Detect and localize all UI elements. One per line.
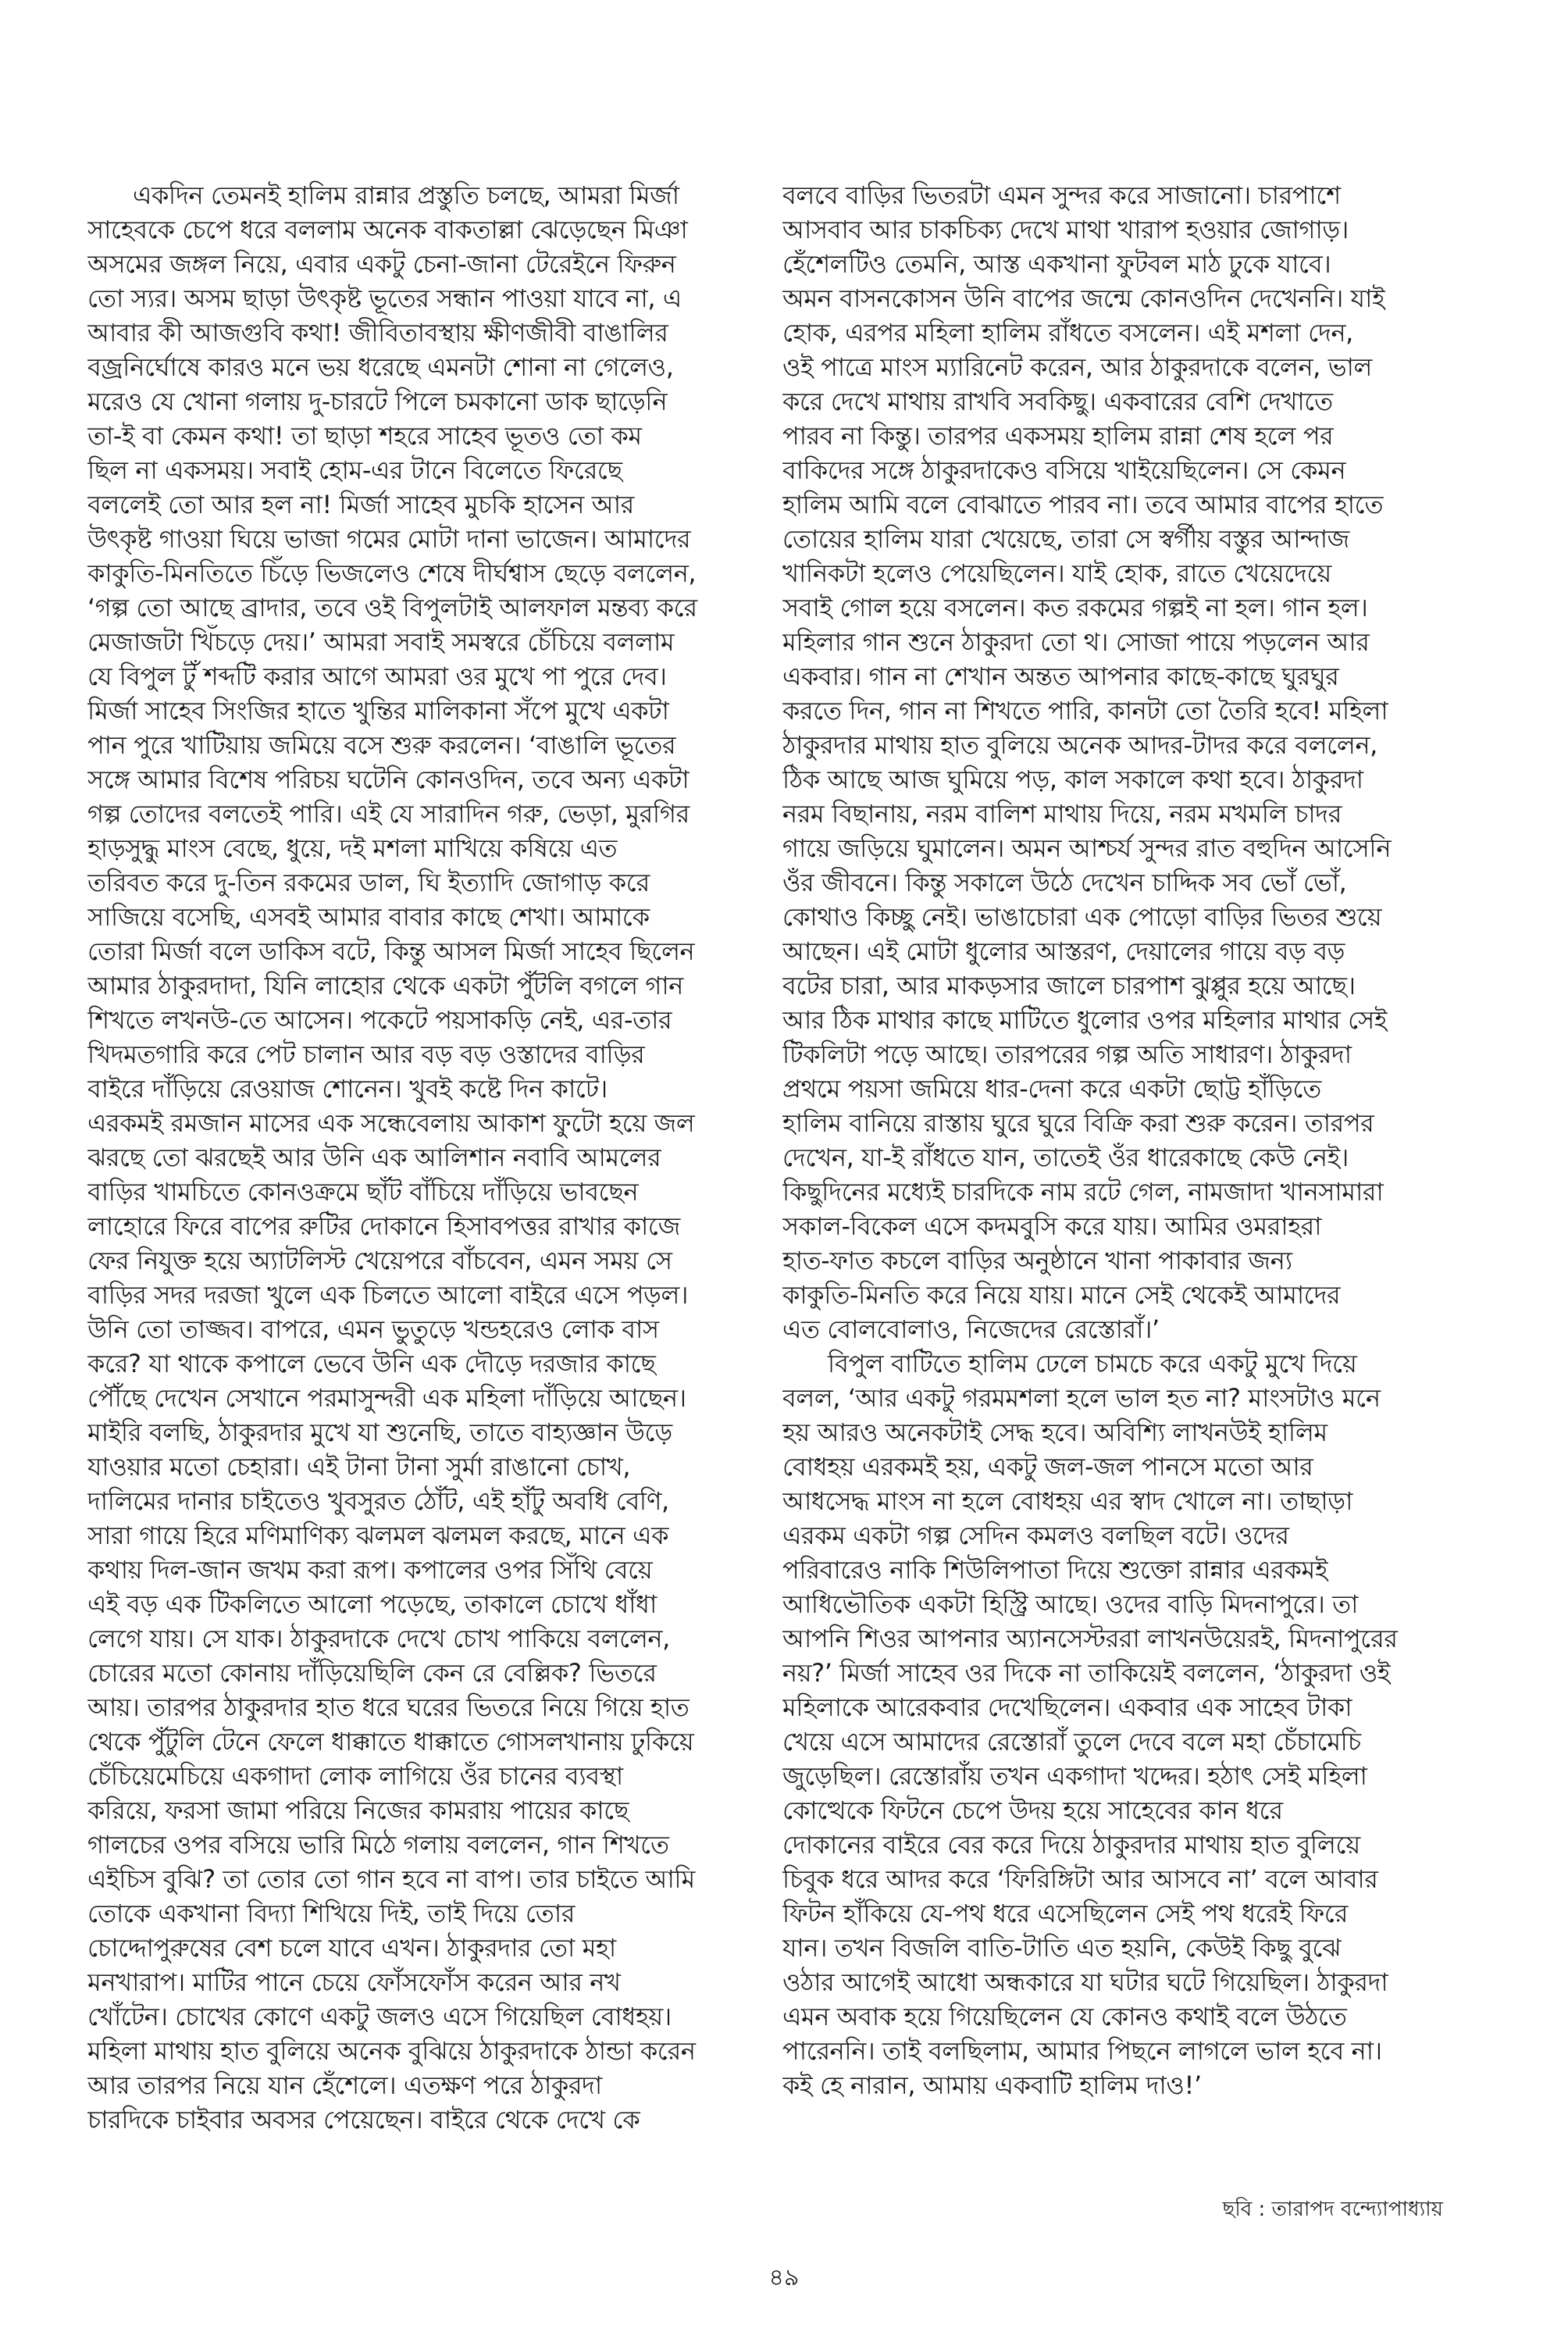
text-line: আপনি শিওর আপনার অ্যানসেস্টররা লাখনউয়েরই, মিদনাপুরের xyxy=(782,1624,1398,1653)
text-line: খোঁটেন। চোখের কোণে একটু জলও এসে গিয়েছিল বোধহয়। xyxy=(87,2002,672,2031)
text-line: বাকিদের সঙ্গে ঠাকুরদাকেও বসিয়ে খাইয়েছিলেন। সে কেমন xyxy=(782,455,1346,485)
text-line: এইচিস বুঝি? তা তোর তো গান হবে না বাপ। তার চাইতে আমি xyxy=(87,1864,695,1894)
text-line: নরম বিছানায়, নরম বালিশ মাথায় দিয়ে, নরম মখমলি চাদর xyxy=(782,799,1342,829)
text-line: চোদ্দোপুরুষের বেশ চলে যাবে এখন। ঠাকুরদার তো মহা xyxy=(87,1933,616,1963)
text-line: সকাল-বিকেল এসে কদমবুসি করে যায়। আমির ওমরাহরা xyxy=(782,1211,1322,1241)
text-line: মহিলার গান শুনে ঠাকুরদা তো থ। সোজা পায়ে পড়লেন আর xyxy=(782,627,1370,657)
text-line: কোত্থেকে ফিটনে চেপে উদয় হয়ে সাহেবের কান ধরে xyxy=(782,1795,1283,1825)
text-line: আসবাব আর চাকচিক্য দেখে মাথা খারাপ হওয়ার জোগাড়। xyxy=(782,215,1349,244)
text-line: উৎকৃষ্ট গাওয়া ঘিয়ে ভাজা গমের মোটা দানা ভাজেন। আমাদের xyxy=(87,524,691,554)
text-line: নয়?’ মির্জা সাহেব ওর দিকে না তাকিয়েই বললেন, ‘ঠাকুরদা ওই xyxy=(782,1658,1391,1688)
text-line: সাহেবকে চেপে ধরে বললাম অনেক বাকতাল্লা ঝেড়েছেন মিঞা xyxy=(87,215,688,244)
text-line: আধিভৌতিক একটা হিস্ট্রি আছে। ওদের বাড়ি মিদনাপুরে। তা xyxy=(782,1589,1359,1619)
text-line: কথায় দিল-জান জখম করা রূপ। কপালের ওপর সিঁথি বেয়ে xyxy=(87,1555,653,1585)
text-line: মেজাজটা খিঁচড়ে দেয়।’ আমরা সবাই সমস্বরে চেঁচিয়ে বললাম xyxy=(87,627,675,657)
text-line: লেগে যায়। সে যাক। ঠাকুরদাকে দেখে চোখ পাকিয়ে বললেন, xyxy=(87,1624,670,1653)
text-line: জুড়েছিল। রেস্তোরাঁয় তখন একগাদা খদ্দের। হঠাৎ সেই মহিলা xyxy=(782,1761,1367,1791)
text-line: ওঁর জীবনে। কিন্তু সকালে উঠে দেখেন চাদ্দিক সব ভোঁ ভোঁ, xyxy=(782,868,1347,897)
text-line: ফের নিযুক্ত হয়ে অ্যাটলিস্ট খেয়েপরে বাঁচবেন, এমন সময় সে xyxy=(87,1246,672,1275)
text-line: পান পুরে খাটিয়ায় জমিয়ে বসে শুরু করলেন। ‘বাঙালি ভূতের xyxy=(87,730,676,760)
text-line: গল্প তোদের বলতেই পারি। এই যে সারাদিন গরু, ভেড়া, মুরগির xyxy=(87,799,690,829)
text-line: ওই পাত্রে মাংস ম্যারিনেট করেন, আর ঠাকুরদাকে বলেন, ভাল xyxy=(782,352,1372,382)
text-line: পৌঁছে দেখেন সেখানে পরমাসুন্দরী এক মহিলা দাঁড়িয়ে আছেন। xyxy=(87,1383,686,1413)
text-line: যাওয়ার মতো চেহারা। এই টানা টানা সুর্মা রাঙানো চোখ, xyxy=(87,1452,631,1482)
text-line: কিছুদিনের মধ্যেই চারদিকে নাম রটে গেল, নামজাদা খানসামারা xyxy=(782,1177,1384,1207)
text-line: বিপুল বাটিতে হালিম ঢেলে চামচে করে একটু মুখে দিয়ে xyxy=(828,1349,1357,1378)
text-line: অমন বাসনকোসন উনি বাপের জন্মে কোনওদিন দেখেননি। যাই xyxy=(782,283,1385,313)
text-line: কোথাও কিচ্ছু নেই। ভাঙাচোরা এক পোড়ো বাড়ির ভিতর শুয়ে xyxy=(782,902,1382,932)
text-line: ঠাকুরদার মাথায় হাত বুলিয়ে অনেক আদর-টাদর করে বললেন, xyxy=(782,730,1377,760)
left-text-column xyxy=(87,178,801,2137)
text-line: একদিন তেমনই হালিম রান্নার প্রস্তুতি চলছে, আমরা মির্জা xyxy=(133,180,679,210)
text-line: বোধহয় এরকমই হয়, একটু জল-জল পানসে মতো আর xyxy=(782,1452,1313,1482)
text-line: শিখতে লখনউ-তে আসেন। পকেটে পয়সাকড়ি নেই, এর-তার xyxy=(87,1005,672,1035)
text-line: ফিটন হাঁকিয়ে যে-পথ ধরে এসেছিলেন সেই পথ ধরেই ফিরে xyxy=(782,1899,1348,1928)
text-line: বাইরে দাঁড়িয়ে রেওয়াজ শোনেন। খুবই কষ্টে দিন কাটে। xyxy=(87,1074,608,1104)
text-line: দেখেন, যা-ই রাঁধতে যান, তাতেই ওঁর ধারেকাছে কেউ নেই। xyxy=(782,1143,1349,1172)
text-line: তা-ই বা কেমন কথা! তা ছাড়া শহরে সাহেব ভূতও তো কম xyxy=(87,421,642,451)
text-line: অসমের জঙ্গল নিয়ে, এবার একটু চেনা-জানা টেরেইনে ফিরুন xyxy=(87,249,676,279)
text-line: পারেননি। তাই বলছিলাম, আমার পিছনে লাগলে ভাল হবে না। xyxy=(782,2036,1382,2066)
text-line: তরিবত করে দু-তিন রকমের ডাল, ঘি ইত্যাদি জোগাড় করে xyxy=(87,868,650,897)
text-line: কই হে নারান, আমায় একবাটি হালিম দাও!’ xyxy=(782,2070,1202,2100)
text-line: পারব না কিন্তু। তারপর একসময় হালিম রান্না শেষ হলে পর xyxy=(782,421,1334,451)
text-line: বাড়ির খামচিতে কোনওক্রমে ছাঁট বাঁচিয়ে দাঁড়িয়ে ভাবছেন xyxy=(87,1177,639,1207)
text-line: করে? যা থাকে কপালে ভেবে উনি এক দৌড়ে দরজার কাছে xyxy=(87,1349,656,1378)
text-line: গালচের ওপর বসিয়ে ভারি মিঠে গলায় বললেন, গান শিখতে xyxy=(87,1830,669,1860)
text-line: আমার ঠাকুরদাদা, যিনি লাহোর থেকে একটা পুঁটলি বগলে গান xyxy=(87,971,683,1000)
text-line: করে দেখে মাথায় রাখবি সবকিছু। একবারের বেশি দেখাতে xyxy=(782,387,1333,416)
text-line: আর তারপর নিয়ে যান হেঁশেলে। এতক্ষণ পরে ঠাকুরদা xyxy=(87,2070,602,2100)
text-line: এমন অবাক হয়ে গিয়েছিলেন যে কোনও কথাই বলে উঠতে xyxy=(782,2002,1347,2031)
text-line: মনখারাপ। মাটির পানে চেয়ে ফোঁসফোঁস করেন আর নখ xyxy=(87,1967,621,1997)
text-line: থেকে পুঁটুলি টেনে ফেলে ধাক্কাতে ধাক্কাতে গোসলখানায় ঢুকিয়ে xyxy=(87,1727,694,1756)
text-line: একবার। গান না শেখান অন্তত আপনার কাছে-কাছে ঘুরঘুর xyxy=(782,661,1339,691)
text-line: আছেন। এই মোটা ধুলোর আস্তরণ, দেয়ালের গায়ে বড় বড় xyxy=(782,936,1345,966)
text-line: মহিলা মাথায় হাত বুলিয়ে অনেক বুঝিয়ে ঠাকুরদাকে ঠান্ডা করেন xyxy=(87,2036,696,2066)
text-line: সবাই গোল হয়ে বসলেন। কত রকমের গল্পই না হল। গান হল। xyxy=(782,593,1368,622)
text-line: তো স্যর। অসম ছাড়া উৎকৃষ্ট ভূতের সন্ধান পাওয়া যাবে না, এ xyxy=(87,283,682,313)
text-line: এই বড় এক টিকলিতে আলো পড়েছে, তাকালে চোখে ধাঁধা xyxy=(87,1589,657,1619)
text-line: চোরের মতো কোনায় দাঁড়িয়েছিলি কেন রে বেল্লিক? ভিতরে xyxy=(87,1658,657,1688)
text-line: বাড়ির সদর দরজা খুলে এক চিলতে আলো বাইরে এসে পড়ল। xyxy=(87,1280,688,1310)
text-line: উনি তো তাজ্জব। বাপরে, এমন ভুতুড়ে খন্ডহরেও লোক বাস xyxy=(87,1314,659,1344)
text-line: প্রথমে পয়সা জমিয়ে ধার-দেনা করে একটা ছোট্ট হাঁড়িতে xyxy=(782,1074,1321,1104)
text-line: আবার কী আজগুবি কথা! জীবিতাবস্থায় ক্ষীণজীবী বাঙালির xyxy=(87,318,668,348)
text-line: সারা গায়ে হিরে মণিমাণিক্য ঝলমল ঝলমল করছে, মানে এক xyxy=(87,1521,669,1550)
text-line: বলবে বাড়ির ভিতরটা এমন সুন্দর করে সাজানো। চারপাশে xyxy=(782,180,1341,210)
text-line: এত বোলবোলাও, নিজেদের রেস্তোরাঁ।’ xyxy=(782,1314,1160,1344)
text-line: খিদমতগারি করে পেট চালান আর বড় বড় ওস্তাদের বাড়ির xyxy=(87,1039,645,1069)
text-line: তোয়ের হালিম যারা খেয়েছে, তারা সে স্বর্গীয় বস্তুর আন্দাজ xyxy=(782,524,1349,554)
text-line: পরিবারেও নাকি শিউলিপাতা দিয়ে শুক্তো রান্নার এরকমই xyxy=(782,1555,1328,1585)
text-line: যান। তখন বিজলি বাতি-টাতি এত হয়নি, কেউই কিছু বুঝে xyxy=(782,1933,1342,1963)
text-line: চেঁচিয়েমেচিয়ে একগাদা লোক লাগিয়ে ওঁর চানের ব্যবস্থা xyxy=(87,1761,623,1791)
text-line: এরকম একটা গল্প সেদিন কমলও বলছিল বটে। ওদের xyxy=(782,1521,1289,1550)
text-line: বটের চারা, আর মাকড়সার জালে চারপাশ ঝুপ্পুর হয়ে আছে। xyxy=(782,971,1356,1000)
text-line: ‘গল্প তো আছে ব্রাদার, তবে ওই বিপুলটাই আলফাল মন্তব্য করে xyxy=(87,593,697,622)
text-line: যে বিপুল টুঁ শব্দটি করার আগে আমরা ওর মুখে পা পুরে দেব। xyxy=(87,661,667,691)
text-line: হালিম বানিয়ে রাস্তায় ঘুরে ঘুরে বিক্রি করা শুরু করেন। তারপর xyxy=(782,1108,1374,1138)
text-line: সঙ্গে আমার বিশেষ পরিচয় ঘটেনি কোনওদিন, তবে অন্য একটা xyxy=(87,765,690,794)
text-line: খেয়ে এসে আমাদের রেস্তোরাঁ তুলে দেবে বলে মহা চেঁচামেচি xyxy=(782,1727,1361,1756)
text-line: এরকমই রমজান মাসের এক সন্ধেবেলায় আকাশ ফুটো হয়ে জল xyxy=(87,1108,695,1138)
text-line: আধসেদ্ধ মাংস না হলে বোধহয় এর স্বাদ খোলে না। তাছাড়া xyxy=(782,1486,1352,1516)
text-line: মরেও যে খোনা গলায় দু-চারটে পিলে চমকানো ডাক ছাড়েনি xyxy=(87,387,668,416)
page-number: ৪৯ xyxy=(768,2264,800,2291)
text-line: চিবুক ধরে আদর করে ‘ফিরিঙ্গিটা আর আসবে না’ বলে আবার xyxy=(782,1864,1378,1894)
text-line: মির্জা সাহেব সিংজির হাতে খুন্তির মালিকানা সঁপে মুখে একটা xyxy=(87,696,669,726)
text-line: বজ্রনির্ঘোষে কারও মনে ভয় ধরেছে এমনটা শোনা না গেলেও, xyxy=(87,352,674,382)
text-line: মাইরি বলছি, ঠাকুরদার মুখে যা শুনেছি, তাতে বাহ্যজ্ঞান উড়ে xyxy=(87,1417,672,1447)
text-line: হয় আরও অনেকটাই সেদ্ধ হবে। অবিশ্যি লাখনউই হালিম xyxy=(782,1417,1327,1447)
text-line: আর ঠিক মাথার কাছে মাটিতে ধুলোর ওপর মহিলার মাথার সেই xyxy=(782,1005,1388,1035)
text-line: ওঠার আগেই আধো অন্ধকারে যা ঘটার ঘটে গিয়েছিল। ঠাকুরদা xyxy=(782,1967,1388,1997)
text-line: আয়। তারপর ঠাকুরদার হাত ধরে ঘরের ভিতরে নিয়ে গিয়ে হাত xyxy=(87,1692,690,1722)
text-line: হালিম আমি বলে বোঝাতে পারব না। তবে আমার বাপের হাতে xyxy=(782,490,1384,519)
text-line: দোকানের বাইরে বের করে দিয়ে ঠাকুরদার মাথায় হাত বুলিয়ে xyxy=(782,1830,1360,1860)
text-line: ঠিক আছে আজ ঘুমিয়ে পড়, কাল সকালে কথা হবে। ঠাকুরদা xyxy=(782,765,1363,794)
text-line: টিকলিটা পড়ে আছে। তারপরের গল্প অতি সাধারণ। ঠাকুরদা xyxy=(782,1039,1352,1069)
text-line: ঝরছে তো ঝরছেই আর উনি এক আলিশান নবাবি আমলের xyxy=(87,1143,661,1172)
text-line: হেঁশেলটিও তেমনি, আস্ত একখানা ফুটবল মাঠ ঢুকে যাবে। xyxy=(782,249,1331,279)
text-line: খানিকটা হলেও পেয়েছিলেন। যাই হোক, রাতে খেয়েদেয়ে xyxy=(782,558,1331,588)
illustration-credit: ছবি : তারাপদ বন্দ্যোপাধ্যায় xyxy=(1222,2198,1443,2221)
text-line: বলল, ‘আর একটু গরমমশলা হলে ভাল হত না? মাংসটাও মনে xyxy=(782,1383,1381,1413)
text-line: হাত-ফাত কচলে বাড়ির অনুষ্ঠানে খানা পাকাবার জন্য xyxy=(782,1246,1292,1275)
text-line: চারদিকে চাইবার অবসর পেয়েছেন। বাইরে থেকে দেখে কে xyxy=(87,2105,640,2134)
text-line: লাহোরে ফিরে বাপের রুটির দোকানে হিসাবপত্তর রাখার কাজে xyxy=(87,1211,680,1241)
text-line: সাজিয়ে বসেছি, এসবই আমার বাবার কাছে শেখা। আমাকে xyxy=(87,902,650,932)
text-line: করিয়ে, ফরসা জামা পরিয়ে নিজের কামরায় পায়ের কাছে xyxy=(87,1795,629,1825)
text-line: করতে দিন, গান না শিখতে পারি, কানটা তো তৈরি হবে! মহিলা xyxy=(782,696,1388,726)
text-line: তোরা মির্জা বলে ডাকিস বটে, কিন্তু আসল মির্জা সাহেব ছিলেন xyxy=(87,936,695,966)
text-line: তোকে একখানা বিদ্যা শিখিয়ে দিই, তাই দিয়ে তোর xyxy=(87,1899,575,1928)
right-text-column xyxy=(782,178,1496,2102)
text-line: ছিল না একসময়। সবাই হোম-এর টানে বিলেতে ফিরেছে xyxy=(87,455,622,485)
text-line: হাড়সুদ্ধু মাংস বেছে, ধুয়ে, দই মশলা মাখিয়ে কষিয়ে এত xyxy=(87,833,618,863)
text-line: বললেই তো আর হল না! মির্জা সাহেব মুচকি হাসেন আর xyxy=(87,490,634,519)
text-line: কাকুতি-মিনতি করে নিয়ে যায়। মানে সেই থেকেই আমাদের xyxy=(782,1280,1341,1310)
text-line: দালিমের দানার চাইতেও খুবসুরত ঠোঁট, এই হাঁটু অবধি বেণি, xyxy=(87,1486,669,1516)
text-line: হোক, এরপর মহিলা হালিম রাঁধতে বসলেন। এই মশলা দেন, xyxy=(782,318,1353,348)
text-line: গায়ে জড়িয়ে ঘুমালেন। অমন আশ্চর্য সুন্দর রাত বহুদিন আসেনি xyxy=(782,833,1392,863)
text-line: মহিলাকে আরেকবার দেখেছিলেন। একবার এক সাহেব টাকা xyxy=(782,1692,1352,1722)
text-line: কাকুতি-মিনতিতে চিঁড়ে ভিজলেও শেষে দীর্ঘশ্বাস ছেড়ে বললেন, xyxy=(87,558,697,588)
